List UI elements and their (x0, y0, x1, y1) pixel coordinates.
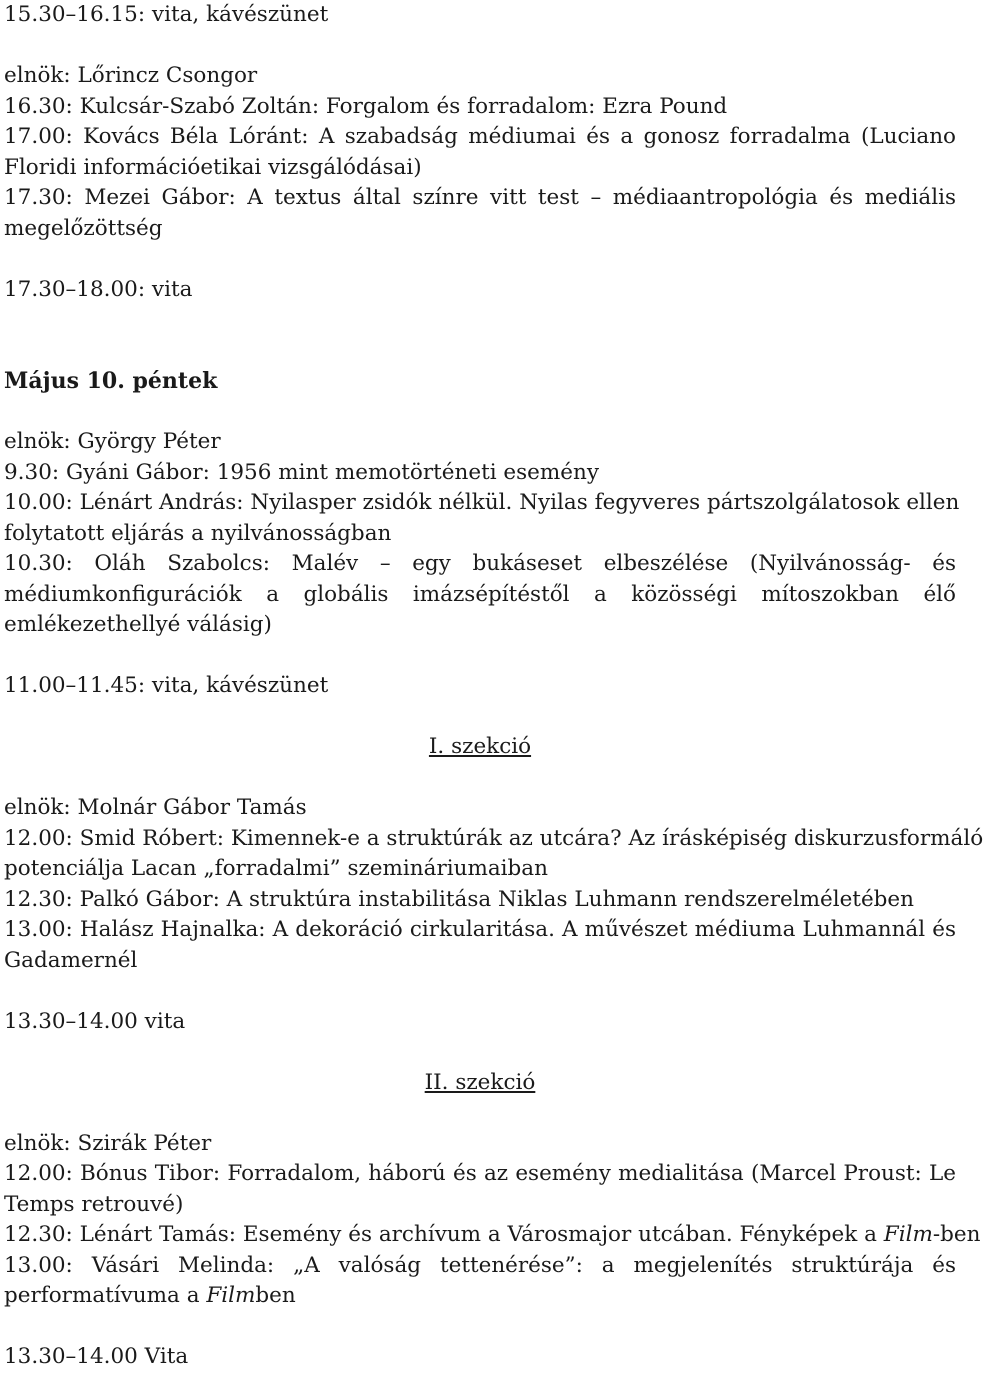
talk-entry: 13.00: Halász Hajnalka: A dekoráció cirkularitása. A művészet médiuma Luhmannál és (4, 917, 956, 942)
talk-entry-cont: folytatott eljárás a nyilvánosságban (4, 520, 392, 546)
spacer (4, 305, 956, 336)
schedule-break: 13.30–14.00 Vita (4, 1344, 189, 1369)
section-title: II. szekció (424, 1069, 536, 1095)
talk-entry-cont: médiumkonfigurációk a globális imázsépítéstől a közösségi mítoszokban élő (4, 581, 956, 607)
spacer (4, 336, 956, 367)
talk-text: performatívuma a (4, 1283, 207, 1308)
spacer (4, 1312, 956, 1343)
spacer (4, 641, 956, 672)
talk-entry: 12.00: Bónus Tibor: Forradalom, háború és az esemény medialitása (Marcel Proust: Le (4, 1161, 956, 1186)
italic-title: Film (883, 1222, 933, 1247)
talk-entry: 17.00: Kovács Béla Lóránt: A szabadság médiumai és a gonosz forradalma (Luciano (4, 124, 956, 149)
day-heading: Május 10. péntek (4, 368, 218, 394)
spacer (4, 1098, 956, 1129)
spacer (4, 763, 956, 794)
talk-entry-cont: Temps retrouvé) (4, 1191, 184, 1217)
spacer (4, 244, 956, 275)
talk-text: 12.30: Lénárt Tamás: Esemény és archívum a Városmajor utcában. Fényképek a (4, 1222, 884, 1247)
chair-line: elnök: Lőrincz Csongor (4, 63, 258, 88)
talk-entry: 12.00: Smid Róbert: Kimennek-e a struktúrák az utcára? Az írásképiség diskurzusformáló (4, 825, 983, 851)
talk-entry-cont: Floridi információetikai vizsgálódásai) (4, 154, 422, 180)
schedule-break: 11.00–11.45: vita, kávészünet (4, 673, 329, 698)
talk-entry: 17.30: Mezei Gábor: A textus által színre vitt test – médiaantropológia és mediális (4, 185, 956, 210)
schedule-break: 15.30–16.15: vita, kávészünet (4, 2, 329, 27)
talk-entry: 16.30: Kulcsár-Szabó Zoltán: Forgalom és forradalom: Ezra Pound (4, 93, 728, 119)
talk-entry: 10.30: Oláh Szabolcs: Malév – egy bukáseset elbeszélése (Nyilvánosság- és (4, 551, 956, 576)
spacer (4, 976, 956, 1007)
talk-entry-cont: megelőzöttség (4, 215, 163, 241)
talk-entry: 9.30: Gyáni Gábor: 1956 mint memotörténeti esemény (4, 459, 600, 485)
document-page (4, 0, 983, 1373)
chair-line: elnök: György Péter (4, 429, 221, 454)
talk-entry-cont: potenciálja Lacan „forradalmi” szemináriumaiban (4, 856, 548, 881)
spacer (4, 1037, 956, 1068)
chair-line: elnök: Molnár Gábor Tamás (4, 795, 307, 820)
talk-entry: 10.00: Lénárt András: Nyilasper zsidók nélkül. Nyilas fegyveres pártszolgálatosok ellen (4, 490, 960, 515)
talk-entry-cont (4, 1281, 956, 1312)
section-title: I. szekció (428, 734, 532, 759)
talk-entry: 13.00: Vásári Melinda: „A valóság tettenérése”: a megjelenítés struktúrája és (4, 1252, 956, 1278)
spacer (4, 397, 956, 428)
talk-text: -ben (932, 1222, 981, 1247)
spacer (4, 31, 956, 62)
talk-entry-cont: Gadamernél (4, 947, 138, 973)
schedule-break: 17.30–18.00: vita (4, 276, 193, 302)
talk-entry-cont: emlékezethellyé válásig) (4, 612, 272, 637)
talk-entry: 12.30: Palkó Gábor: A struktúra instabilitása Niklas Luhmann rendszerelméletében (4, 886, 915, 912)
italic-title: Film (206, 1283, 256, 1308)
spacer (4, 702, 956, 733)
schedule-break: 13.30–14.00 vita (4, 1008, 186, 1034)
talk-entry (4, 1220, 981, 1251)
chair-line: elnök: Szirák Péter (4, 1130, 212, 1156)
talk-text: ben (255, 1283, 296, 1308)
